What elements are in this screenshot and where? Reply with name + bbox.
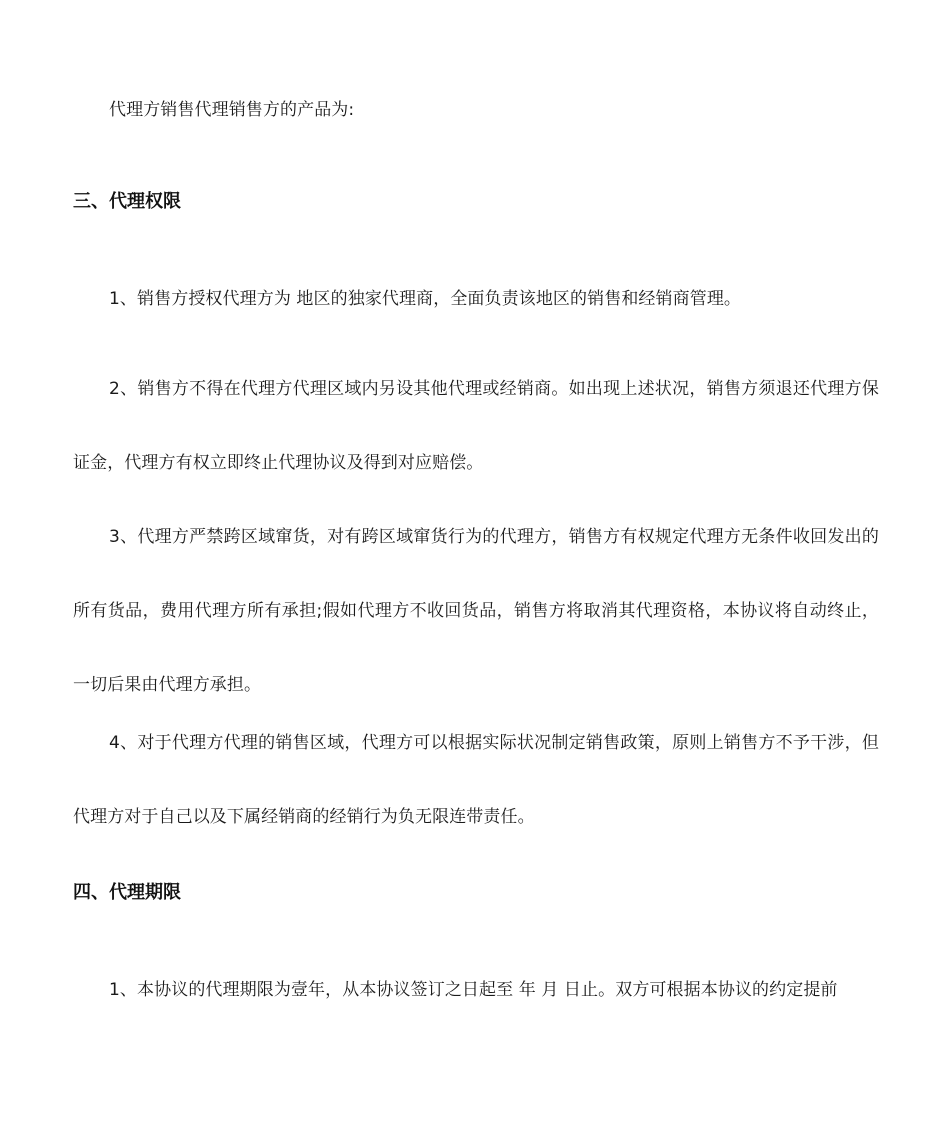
section3-item-3: 3、代理方严禁跨区域窜货，对有跨区域窜货行为的代理方，销售方有权规定代理方无条件收回发出的所有货品，费用代理方所有承担;假如代理方不收回货品，销售方将取消其代理资格，本协议将自动终止，一切后果由代理方承担。 xyxy=(73,527,879,695)
section3-item-4: 4、对于代理方代理的销售区域，代理方可以根据实际状况制定销售政策，原则上销售方不予干涉，但代理方对于自己以及下属经销商的经销行为负无限连带责任。 xyxy=(73,733,879,827)
section-heading-4: 四、代理期限 xyxy=(73,882,181,903)
section4-item-1: 1、本协议的代理期限为壹年，从本协议签订之日起至 年 月 日止。双方可根据本协议的约定提前 xyxy=(109,980,838,1000)
section3-item-2: 2、销售方不得在代理方代理区域内另设其他代理或经销商。如出现上述状况，销售方须退还代理方保证金，代理方有权立即终止代理协议及得到对应赔偿。 xyxy=(73,379,879,473)
intro-paragraph: 代理方销售代理销售方的产品为: xyxy=(109,100,355,120)
section3-item-1: 1、销售方授权代理方为 地区的独家代理商，全面负责该地区的销售和经销商管理。 xyxy=(109,289,742,309)
section-heading-3: 三、代理权限 xyxy=(73,191,181,212)
